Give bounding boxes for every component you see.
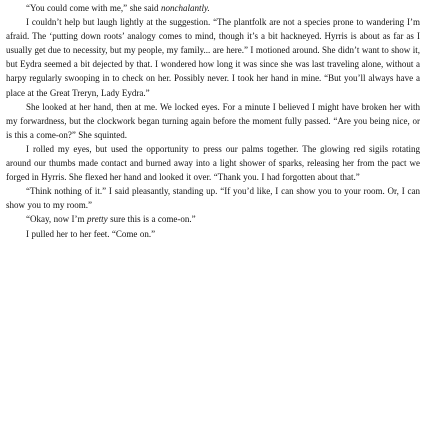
- paragraph-6: [6, 212, 420, 226]
- paragraph-text: She looked at her hand, then at me. We locked eyes. For a minute I believed I might have broken her with my forwardness, but the clockwork began turning again before the moment fully passed. “Are you being nice, or is this a come-on?” She squinted.: [6, 101, 420, 140]
- paragraph-5: [6, 184, 420, 212]
- paragraph-text-end: sure this is a come-on.”: [107, 214, 196, 225]
- paragraph-text: I pulled her to her feet. “Come on.”: [26, 228, 156, 239]
- paragraph-text: I couldn’t help but laugh lightly at the suggestion. “The plantfolk are not a species prone to wandering I’m afraid. The ‘putting down roots’ analogy comes to mind, though it’s a bit hackneyed. Hyrris is about as far as I usually get due to necessity, but my people, my family... are here.” I motioned around. She didn’t want to show it, but Eydra seemed a bit dejected by that. I wondered how long it was since she was last traveling alone, without a harpy regularly swooping in to check on her. Possibly never. I took her hand in mine. “But you’ll always have a place at the Great Treryn, Lady Eydra.”: [6, 17, 420, 98]
- paragraph-3: [6, 100, 420, 142]
- paragraph-text: I rolled my eyes, but used the opportunity to press our palms together. The glowing red sigils rotating around our thumbs made contact and burned away into a light shower of sparks, releasing her from the pact we forged in Hyrris. She flexed her hand and looked it over. “Thank you. I had forgotten about that.”: [6, 143, 420, 183]
- paragraph-text: “Think nothing of it.” I said pleasantly, standing up. “If you’d like, I can show you to your room. Or, I can show you to my room.”: [6, 186, 420, 211]
- paragraph-1: [6, 1, 420, 15]
- paragraph-italic-text: pretty: [87, 214, 108, 225]
- paragraph-7: [6, 227, 420, 241]
- paragraph-4: [6, 142, 420, 184]
- paragraph-2: [6, 15, 420, 100]
- paragraph-text: “Okay, now I’m: [26, 214, 87, 225]
- paragraph-italic-text: nonchalantly.: [160, 3, 210, 13]
- paragraph-text: “You could come with me,” she said: [26, 3, 161, 13]
